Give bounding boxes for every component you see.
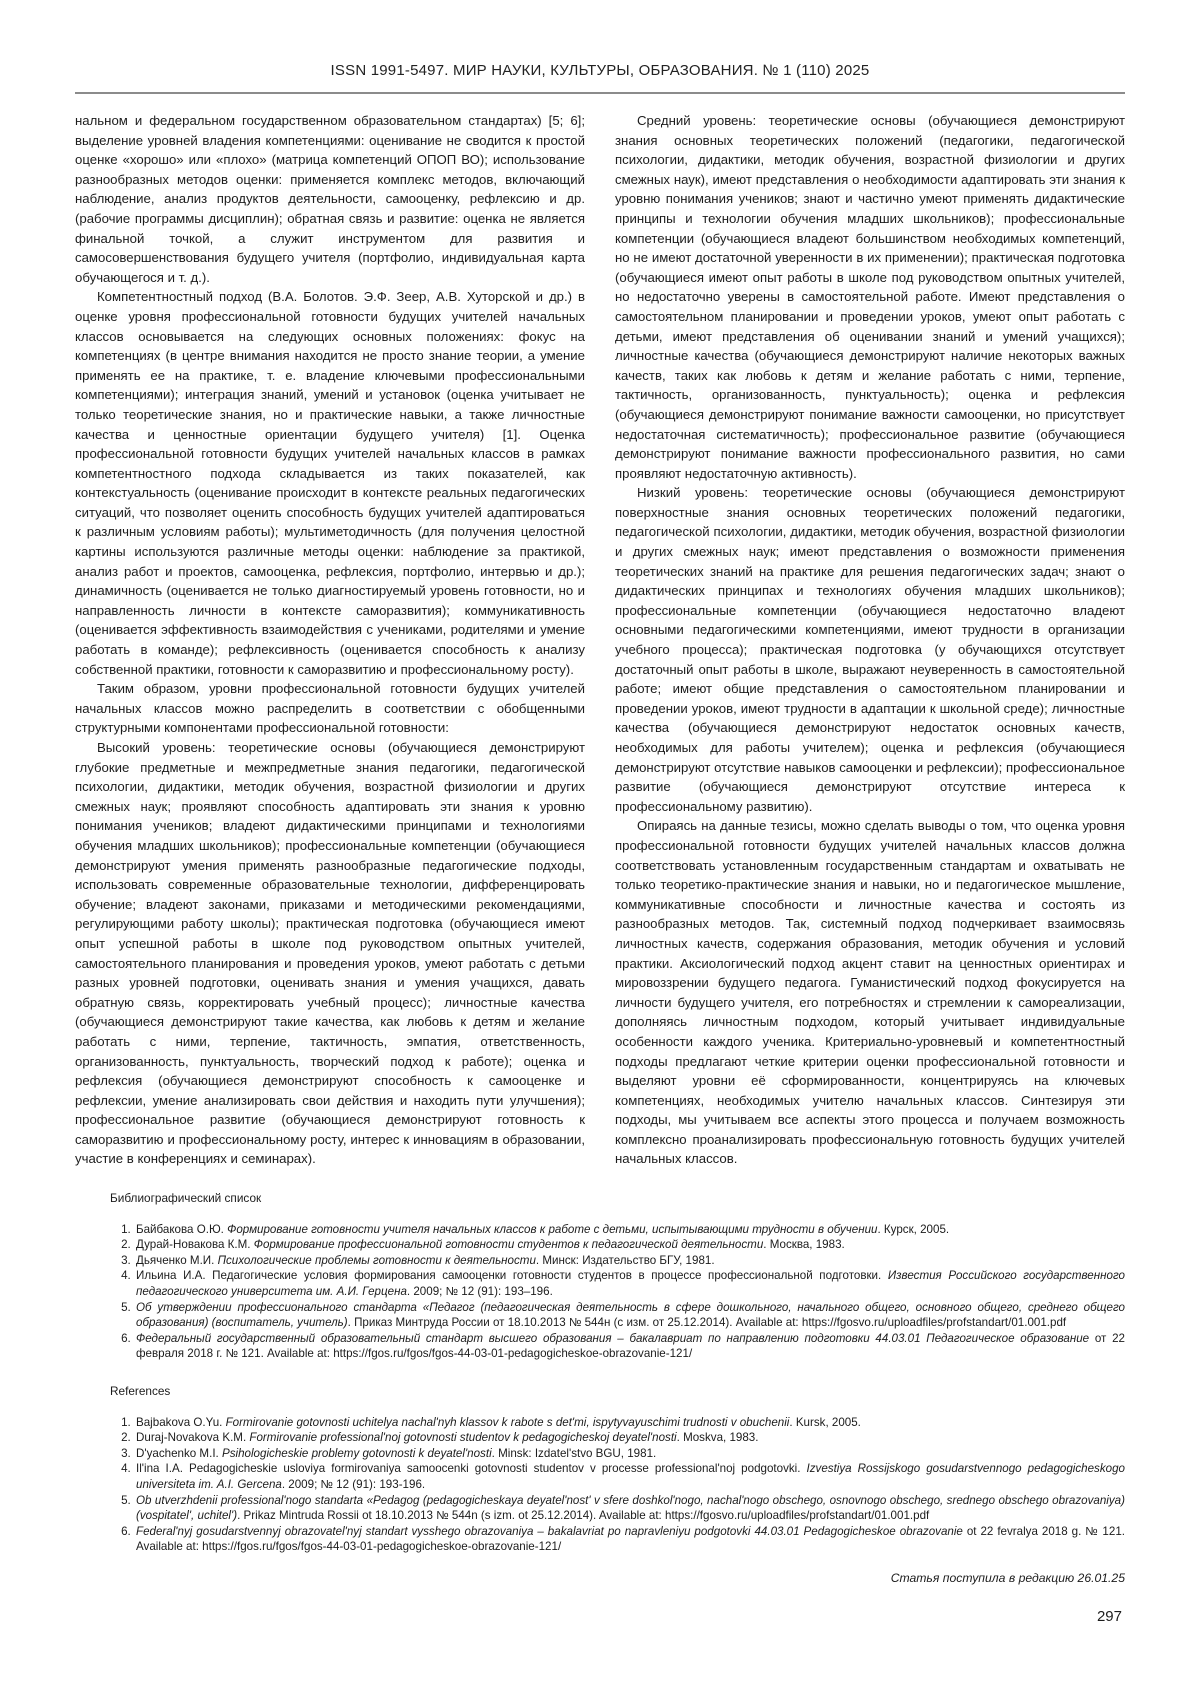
body-paragraph: Средний уровень: теоретические основы (обучающиеся демонстрируют знания основных теоретических положений (педагогики, педагогической психологии, дидактики, методик обучения, возрастной физиологии и других смежных наук), имеют представления о необходимости адаптировать эти знания к уровню понимания учеников; знают и частично умеют применять дидактические принципы и технологии обучения младших школьников); профессиональные компетенции (обучающиеся владеют большинством необходимых компетенций, но не имеют достаточной уверенности в их применении); практическая подготовка (обучающиеся имеют опыт работы в школе под руководством опытных учителей, но недостаточно уверены в самостоятельной работе. Имеют представления о самостоятельном планировании и проведении уроков, умеют опыт работать с детьми, имеют представления об оценивании знаний и умений учащихся); личностные качества (обучающиеся демонстрируют наличие некоторых важных качеств, таких как любовь к детям и желание работать с ними, терпение, тактичность, организованность, пунктуальность); оценка и рефлексия (обучающиеся демонстрируют понимание важности самооценки, но присутствует недостаточная систематичность); профессиональное развитие (обучающиеся демонстрируют понимание важности профессионального развития, но сами проявляют недостаточную активность). — [615, 113, 1125, 481]
journal-header: ISSN 1991-5497. МИР НАУКИ, КУЛЬТУРЫ, ОБРАЗОВАНИЯ. № 1 (110) 2025 — [75, 62, 1125, 94]
reference-item: 1. Bajbakova O.Yu. Formirovanie gotovnosti uchitelya nachal'nyh klassov k rabote s det'mi, ispytyvayuschimi trudnosti v obuchenii. Kursk, 2005. — [134, 1415, 1125, 1431]
bibliography-item: 4. Ильина И.А. Педагогические условия формирования самооценки готовности студентов в процессе профессиональной подготовки. Известия Российского государственного педагогического университета им. А.И. Герцена. 2009; № 12 (91): 193–196. — [134, 1268, 1125, 1299]
right-column — [615, 111, 1125, 1169]
references-section — [110, 1384, 1125, 1555]
bibliography-item: 3. Дьяченко М.И. Психологические проблемы готовности к деятельности. Минск: Издательство БГУ, 1981. — [134, 1253, 1125, 1269]
bibliography-item: 6. Федеральный государственный образовательный стандарт высшего образования – бакалавриат по направлению подготовки 44.03.01 Педагогическое образование от 22 февраля 2018 г. № 121. Available at: https://fgos.ru/fgos/fgos-44-03-01-pedagogicheskoe-obrazovanie-121/ — [134, 1331, 1125, 1362]
received-note: Статья поступила в редакцию 26.01.25 — [890, 1570, 1125, 1585]
article-body — [75, 111, 1125, 1169]
page-number: 297 — [1096, 1608, 1122, 1625]
reference-item: 4. Il'ina I.A. Pedagogicheskie usloviya formirovaniya samoocenki gotovnosti studentov v processe professional'noj podgotovki. Izvestiya Rossijskogo gosudarstvennogo pedagogicheskogo universiteta im. A.I. Gercena. 2009; № 12 (91): 193-196. — [134, 1461, 1125, 1492]
body-paragraph: нальном и федеральном государственном образовательном стандартах) [5; 6]; выделение уровней владения компетенциями: оценивание не сводится к простой оценке «хорошо» или «плохо» (матрица компетенций ОПОП ВО); использование разнообразных методов оценки: применяется комплекс методов, включающий наблюдение, анализ продуктов деятельности, самооценку, рефлексию и др. (рабочие программы дисциплин); обратная связь и развитие: оценка не является финальной точкой, а служит инструментом для развития и самосовершенствования будущего учителя (портфолио, индивидуальная карта обучающегося и т. д.). — [75, 113, 585, 285]
bibliography-heading: Библиографический список — [110, 1191, 262, 1206]
bibliography-list — [110, 1222, 1125, 1362]
reference-item: 5. Ob utverzhdenii professional'nogo standarta «Pedagog (pedagogicheskaya deyatel'nost' v sfere doshkol'nogo, nachal'nogo obschego, osnovnogo obschego, srednego obschego obrazovaniya) (vospitatel', uchitel'). Prikaz Mintruda Rossii ot 18.10.2013 № 544n (s izm. ot 25.12.2014). Available at: https://fgosvo.ru/uploadfiles/profstandart/01.001.pdf — [134, 1493, 1125, 1524]
left-column — [75, 111, 585, 1169]
body-paragraph: Высокий уровень: теоретические основы (обучающиеся демонстрируют глубокие предметные и межпредметные знания педагогики, педагогической психологии, дидактики, методик обучения, возрастной физиологии и других смежных наук; проявляют способность адаптировать эти знания к уровню понимания учеников; владеют дидактическими принципами и технологиями обучения младших школьников); профессиональные компетенции (обучающиеся демонстрируют умения применять разнообразные педагогические подходы, использовать современные образовательные технологии, дифференцировать обучение; владеют законами, приказами и методическими рекомендациями, регулирующими работу школы); практическая подготовка (обучающиеся имеют опыт успешной работы в школе под руководством опытных учителей, самостоятельного планирования и проведения уроков, умеют работать с детьми разных уровней подготовки, оценивать знания и умения учащихся, давать обратную связь, корректировать учебный процесс); личностные качества (обучающиеся демонстрируют такие качества, как любовь к детям и желание работать с ними, терпение, тактичность, эмпатия, ответственность, организованность, пунктуальность, творческий подход к работе); оценка и рефлексия (обучающиеся демонстрируют способность к самооценке и рефлексии, умение анализировать свои действия и находить пути улучшения); профессиональное развитие (обучающиеся демонстрируют готовность к саморазвитию и профессиональному росту, интерес к инновациям в образовании, участие в конференциях и семинарах). — [75, 740, 585, 1167]
body-paragraph: Таким образом, уровни профессиональной готовности будущих учителей начальных классов можно распределить в соответствии с обобщенными структурными компонентами профессиональной готовности: — [75, 681, 585, 736]
bibliography-item: 2. Дурай-Новакова К.М. Формирование профессиональной готовности студентов к педагогической деятельности. Москва, 1983. — [134, 1237, 1125, 1253]
reference-item: 6. Federal'nyj gosudarstvennyj obrazovatel'nyj standart vysshego obrazovaniya – bakalavriat po napravleniyu podgotovki 44.03.01 Pedagogicheskoe obrazovanie ot 22 fevralya 2018 g. № 121. Available at: https://fgos.ru/fgos/fgos-44-03-01-pedagogicheskoe-obrazovanie-121/ — [134, 1524, 1125, 1555]
body-paragraph: Опираясь на данные тезисы, можно сделать выводы о том, что оценка уровня профессиональной готовности будущих учителей начальных классов должна соответствовать установленным государственным стандартам и охватывать не только теоретико-практические знания и навыки, но и педагогическое мышление, коммуникативные способности и личностные качества и состоять из разнообразных методов. Так, системный подход подчеркивает взаимосвязь личностных качеств, содержания образования, методик обучения и условий практики. Аксиологический подход акцент ставит на ценностных ориентирах и мировоззрении будущего педагога. Гуманистический подход фокусируется на личности будущего учителя, его потребностях и стремлении к самореализации, дополняясь личностным подходом, который учитывает индивидуальные особенности каждого ученика. Критериально-уровневый и компетентностный подходы предлагают четкие критерии оценки профессиональной готовности и выделяют уровни её сформированности, концентрируясь на ключевых компетенциях, необходимых учителю начальных классов. Синтезируя эти подходы, мы учитываем все аспекты этого процесса и получаем возможность комплексно проанализировать профессиональную готовность будущих учителей начальных классов. — [615, 818, 1125, 1167]
reference-item: 2. Duraj-Novakova K.M. Formirovanie professional'noj gotovnosti studentov k pedagogicheskoj deyatel'nosti. Moskva, 1983. — [134, 1430, 1125, 1446]
bibliography-item: 1. Байбакова О.Ю. Формирование готовности учителя начальных классов к работе с детьми, испытывающими трудности в обучении. Курск, 2005. — [134, 1222, 1125, 1238]
body-paragraph: Компетентностный подход (В.А. Болотов. Э.Ф. Зеер, А.В. Хуторской и др.) в оценке уровня профессиональной готовности будущих учителей начальных классов основывается на следующих основных положениях: фокус на компетенциях (в центре внимания находится не просто знание теории, а умение применять ее на практике, т. е. владение ключевыми профессиональными компетенциями); интеграция знаний, умений и установок (оценка учитывает не только теоретические знания, но и практические навыки, а также личностные качества и ценностные ориентации будущего учителя) [1]. Оценка профессиональной готовности будущих учителей начальных классов в рамках компетентностного подхода складывается из таких показателей, как контекстуальность (оценивание происходит в контексте реальных педагогических ситуаций, что позволяет оценить способность будущих учителей адаптироваться к различным условиям работы); мультиметодичность (для получения целостной картины используются различные методы оценки: наблюдение за практикой, анализ работ и проектов, самооценка, рефлексия, портфолио, интервью и др.); динамичность (оценивается не только диагностируемый уровень готовности, но и направленность личности в контексте саморазвития); коммуникативность (оценивается эффективность взаимодействия с учениками, родителями и умение работать в команде); рефлексивность (оценивается способность к анализу собственной практики, готовности к саморазвитию и профессиональному росту). — [75, 289, 585, 677]
reference-item: 3. D'yachenko M.I. Psihologicheskie problemy gotovnosti k deyatel'nosti. Minsk: Izdatel'stvo BGU, 1981. — [134, 1446, 1125, 1462]
references-heading: References — [110, 1384, 171, 1398]
bibliography-item: 5. Об утверждении профессионального стандарта «Педагог (педагогическая деятельность в сфере дошкольного, начального общего, основного общего, среднего общего образования) (воспитатель, учитель). Приказ Минтруда России от 18.10.2013 № 544н (с изм. от 25.12.2014). Available at: https://fgosvo.ru/uploadfiles/profstandart/01.001.pdf — [134, 1300, 1125, 1331]
references-list — [110, 1415, 1125, 1555]
bibliography-section — [110, 1191, 1125, 1362]
body-paragraph: Низкий уровень: теоретические основы (обучающиеся демонстрируют поверхностные знания основных теоретических положений педагогики, педагогической психологии, дидактики, методик обучения, возрастной физиологии и других смежных наук; имеют представления о возможности применения теоретических знаний на практике для решения педагогических задач; знают о дидактических принципах и технологиях обучения младших школьников); профессиональные компетенции (обучающиеся недостаточно владеют основными педагогическими компетенциями, имеют трудности в организации учебного процесса); практическая подготовка (у обучающихся отсутствует достаточный опыт работы в школе, выражают неуверенность в самостоятельной работе; имеют общие представления о самостоятельном планировании и проведении уроков, имеют трудности в адаптации к школьной среде); личностные качества (обучающиеся демонстрируют недостаток основных качеств, необходимых для работы учителем); оценка и рефлексия (обучающиеся демонстрируют отсутствие навыков самооценки и рефлексии); профессиональное развитие (обучающиеся демонстрируют отсутствие интереса к профессиональному развитию). — [615, 485, 1125, 814]
